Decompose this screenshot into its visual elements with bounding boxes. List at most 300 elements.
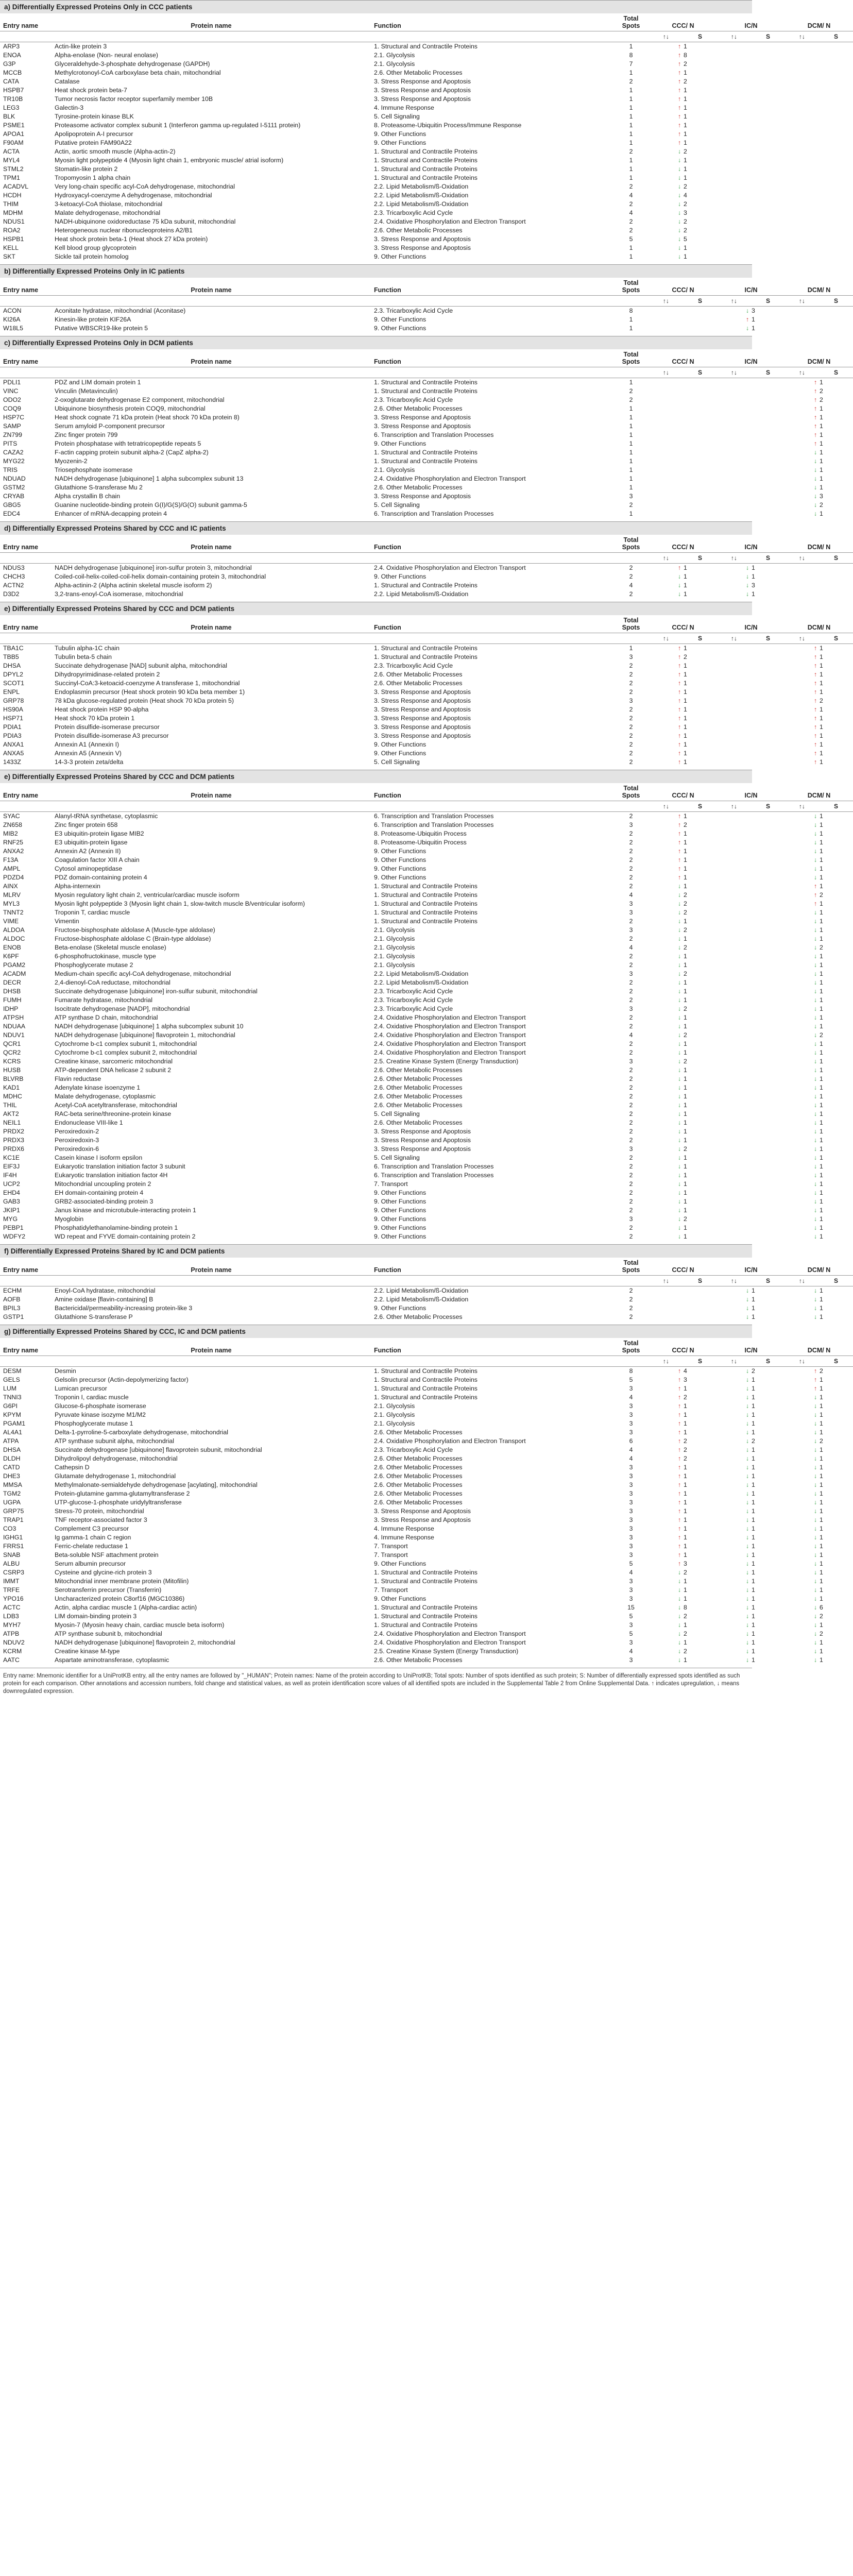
table-row — [0, 705, 853, 714]
regulation-cell — [785, 1304, 853, 1313]
down-arrow-icon: ↓ — [677, 1066, 681, 1074]
table-row — [0, 466, 853, 474]
down-arrow-icon: ↓ — [745, 1304, 749, 1312]
subheader-row — [0, 633, 853, 644]
protein-name: Malate dehydrogenase, cytoplasmic — [55, 1093, 156, 1100]
regulation-cell — [717, 1419, 785, 1428]
total-spots: 2 — [629, 839, 633, 846]
protein-name: Phosphoglycerate mutase 1 — [55, 1420, 133, 1427]
protein-table — [0, 278, 853, 333]
entry-name: ZN799 — [3, 431, 22, 438]
regulation-cell — [717, 200, 785, 209]
regulation-cell — [717, 1551, 785, 1560]
total-spots: 2 — [629, 1207, 633, 1214]
regulation-cell — [649, 926, 717, 935]
regulation-cell — [717, 474, 785, 483]
regulation-cell — [649, 838, 717, 847]
table-row — [0, 732, 853, 740]
up-arrow-icon: ↑ — [677, 645, 681, 652]
total-spots: 5 — [629, 1630, 633, 1637]
spot-count: 1 — [684, 865, 687, 872]
spot-count: 1 — [684, 1207, 687, 1214]
protein-function: 9. Other Functions — [374, 750, 426, 757]
down-arrow-icon: ↓ — [745, 1639, 749, 1646]
protein-name: Cathepsin D — [55, 1464, 90, 1471]
protein-function: 2.6. Other Metabolic Processes — [374, 1066, 463, 1074]
regulation-cell — [785, 147, 853, 156]
total-spots: 2 — [629, 961, 633, 969]
spot-count: 1 — [684, 165, 687, 173]
regulation-cell — [649, 1507, 717, 1516]
spot-count: 6 — [820, 1604, 823, 1611]
entry-name: MDHM — [3, 209, 23, 216]
regulation-cell — [717, 653, 785, 662]
down-arrow-icon: ↓ — [813, 1551, 817, 1558]
entry-name: PITS — [3, 440, 18, 447]
down-arrow-icon: ↓ — [745, 1420, 749, 1427]
regulation-cell — [649, 900, 717, 908]
protein-name: PDZ and LIM domain protein 1 — [55, 379, 141, 386]
protein-function: 9. Other Functions — [374, 253, 426, 260]
protein-function: 3. Stress Response and Apoptosis — [374, 414, 471, 421]
up-arrow-icon: ↑ — [677, 130, 681, 138]
protein-name: Guanine nucleotide-binding protein G(I)/G(S)/G(O) subunit gamma-5 — [55, 501, 247, 509]
entry-name: GSTP1 — [3, 1313, 24, 1320]
entry-name: ECHM — [3, 1287, 22, 1294]
protein-name: Kinesin-like protein KIF26A — [55, 316, 131, 323]
spot-count: 2 — [684, 891, 687, 899]
entry-name: 1433Z — [3, 758, 21, 766]
protein-table — [0, 783, 853, 1241]
total-spots: 2 — [629, 227, 633, 234]
protein-name: Succinyl-CoA:3-ketoacid-coenzyme A transferase 1, mitochondrial — [55, 680, 240, 687]
entry-name: ACON — [3, 307, 22, 314]
spot-count: 1 — [684, 1049, 687, 1056]
entry-name: UGPA — [3, 1499, 21, 1506]
down-arrow-icon: ↓ — [745, 1613, 749, 1620]
down-arrow-icon: ↓ — [813, 979, 817, 986]
total-spots: 3 — [629, 1420, 633, 1427]
total-spots: 4 — [629, 1031, 633, 1039]
protein-function: 3. Stress Response and Apoptosis — [374, 87, 471, 94]
regulation-cell — [717, 581, 785, 590]
entry-name: ENOB — [3, 944, 21, 951]
section-title: e) Differentially Expressed Proteins Shared by CCC and DCM patients — [0, 770, 752, 783]
spot-count: 2 — [684, 900, 687, 907]
spot-count: 1 — [820, 1014, 823, 1021]
up-arrow-icon: ↑ — [677, 78, 681, 85]
up-arrow-icon: ↑ — [677, 1507, 681, 1515]
down-arrow-icon: ↓ — [813, 821, 817, 828]
entry-name: F13A — [3, 856, 19, 863]
table-row — [0, 1057, 853, 1066]
regulation-cell — [649, 42, 717, 52]
total-spots: 3 — [629, 1656, 633, 1664]
entry-name: TR10B — [3, 95, 23, 103]
table-row — [0, 1110, 853, 1118]
spot-count: 2 — [684, 909, 687, 916]
regulation-cell — [649, 1560, 717, 1568]
col-ccc-n: CCC/ N — [649, 535, 717, 553]
protein-name: Myoglobin — [55, 1215, 84, 1223]
spot-count: 2 — [684, 1005, 687, 1012]
spot-count: 1 — [684, 1429, 687, 1436]
table-row — [0, 1367, 853, 1376]
protein-function: 1. Structural and Contractile Proteins — [374, 1613, 477, 1620]
protein-name: Zinc finger protein 658 — [55, 821, 118, 828]
regulation-cell — [785, 457, 853, 466]
down-arrow-icon: ↓ — [745, 325, 749, 332]
table-row — [0, 1224, 853, 1232]
regulation-cell — [717, 812, 785, 821]
total-spots: 1 — [629, 440, 633, 447]
protein-function: 2.2. Lipid Metabolism/ß-Oxidation — [374, 183, 469, 190]
regulation-cell — [649, 1145, 717, 1154]
protein-function: 9. Other Functions — [374, 1595, 426, 1602]
protein-name: Malate dehydrogenase, mitochondrial — [55, 209, 161, 216]
table-row — [0, 315, 853, 324]
table-row — [0, 821, 853, 829]
down-arrow-icon: ↓ — [677, 1049, 681, 1056]
entry-name: MIB2 — [3, 830, 18, 837]
spots-subheader: S — [683, 553, 717, 564]
table-row — [0, 1630, 853, 1638]
down-arrow-icon: ↓ — [677, 209, 681, 216]
total-spots: 2 — [629, 200, 633, 208]
protein-name: Serum albumin precursor — [55, 1560, 126, 1567]
regulation-cell — [785, 448, 853, 457]
down-arrow-icon: ↓ — [813, 1110, 817, 1117]
regulation-cell — [785, 1384, 853, 1393]
total-spots: 2 — [629, 988, 633, 995]
spot-count: 1 — [752, 1569, 755, 1576]
regulation-cell — [785, 732, 853, 740]
table-row — [0, 856, 853, 865]
regulation-cell — [649, 217, 717, 226]
down-arrow-icon: ↓ — [745, 307, 749, 314]
entry-name: AINX — [3, 883, 18, 890]
entry-name: MDHC — [3, 1093, 22, 1100]
spot-count: 1 — [684, 1023, 687, 1030]
protein-name: Janus kinase and microtubule-interacting protein 1 — [55, 1207, 196, 1214]
regulation-cell — [649, 1437, 717, 1446]
down-arrow-icon: ↓ — [813, 1215, 817, 1223]
spot-count: 1 — [820, 1066, 823, 1074]
up-arrow-icon: ↑ — [677, 1464, 681, 1471]
protein-function: 1. Structural and Contractile Proteins — [374, 1385, 477, 1392]
entry-name: HS90A — [3, 706, 23, 713]
col-dcm-n: DCM/ N — [785, 278, 853, 296]
down-arrow-icon: ↓ — [677, 988, 681, 995]
table-row — [0, 235, 853, 244]
table-row — [0, 1481, 853, 1489]
col-ccc-n: CCC/ N — [649, 349, 717, 367]
regulation-cell — [649, 1402, 717, 1411]
table-row — [0, 653, 853, 662]
down-arrow-icon: ↓ — [813, 1543, 817, 1550]
entry-name: RNF25 — [3, 839, 23, 846]
entry-name: MCCB — [3, 69, 22, 76]
spot-count: 1 — [820, 715, 823, 722]
protein-function: 1. Structural and Contractile Proteins — [374, 1621, 477, 1629]
spot-count: 1 — [820, 475, 823, 482]
table-footnote: Entry name: Mnemonic identifier for a UniProtKB entry, all the entry names are followed by "_HUMAN"; Protein names: Name of the protein according to UniProtKB; Total spots: Number of spots identified as such protein; S: Number of differentially expressed spots identified as such protein for each comparison. Other annotations and accession numbers, fold change and statistical values, as well as protein identification score values of all identified spots are included in the Supplemental Table 2 from Online Supplemental Data. ↑ indicates upregulation, ↓ means downregulated expression. — [0, 1668, 752, 1700]
spot-count: 1 — [752, 1446, 755, 1453]
down-arrow-icon: ↓ — [677, 1110, 681, 1117]
total-spots: 3 — [629, 1499, 633, 1506]
spot-count: 1 — [684, 1578, 687, 1585]
total-spots: 3 — [629, 1551, 633, 1558]
down-arrow-icon: ↓ — [813, 1525, 817, 1532]
down-arrow-icon: ↓ — [813, 1560, 817, 1567]
total-spots: 4 — [629, 891, 633, 899]
regulation-cell — [785, 492, 853, 501]
protein-function: 2.4. Oxidative Phosphorylation and Electron Transport — [374, 218, 526, 225]
table-row — [0, 987, 853, 996]
direction-subheader: ↑↓ — [717, 1356, 751, 1367]
protein-function: 2.2. Lipid Metabolism/ß-Oxidation — [374, 979, 469, 986]
spot-count: 1 — [820, 874, 823, 881]
col-protein: Protein name — [52, 278, 371, 296]
entry-name: W18L5 — [3, 325, 23, 332]
down-arrow-icon: ↓ — [677, 1163, 681, 1170]
table-row — [0, 1092, 853, 1101]
regulation-cell — [649, 670, 717, 679]
regulation-cell — [649, 1367, 717, 1376]
total-spots: 2 — [629, 723, 633, 731]
spot-count: 1 — [820, 848, 823, 855]
protein-function: 2.4. Oxidative Phosphorylation and Electron Transport — [374, 1014, 526, 1021]
down-arrow-icon: ↓ — [813, 1656, 817, 1664]
spot-count: 1 — [684, 1516, 687, 1523]
entry-name: NEIL1 — [3, 1119, 21, 1126]
regulation-cell — [717, 1031, 785, 1040]
spot-count: 1 — [820, 1455, 823, 1462]
regulation-cell — [785, 315, 853, 324]
entry-name: GSTM2 — [3, 484, 25, 491]
regulation-cell — [785, 926, 853, 935]
spot-count: 1 — [684, 1420, 687, 1427]
up-arrow-icon: ↑ — [677, 856, 681, 863]
down-arrow-icon: ↓ — [813, 1058, 817, 1065]
entry-name: PEBP1 — [3, 1224, 24, 1231]
down-arrow-icon: ↓ — [813, 1145, 817, 1153]
regulation-cell — [649, 1647, 717, 1656]
protein-name: 78 kDa glucose-regulated protein (Heat shock 70 kDa protein 5) — [55, 697, 234, 704]
regulation-cell — [717, 492, 785, 501]
down-arrow-icon: ↓ — [813, 1023, 817, 1030]
protein-function: 2.4. Oxidative Phosphorylation and Electron Transport — [374, 1040, 526, 1047]
col-entry: Entry name — [0, 615, 52, 633]
down-arrow-icon: ↓ — [745, 1446, 749, 1453]
table-row — [0, 662, 853, 670]
up-arrow-icon: ↑ — [813, 697, 817, 704]
up-arrow-icon: ↑ — [677, 1429, 681, 1436]
entry-name: ZN658 — [3, 821, 22, 828]
protein-name: Desmin — [55, 1367, 76, 1375]
regulation-cell — [785, 1630, 853, 1638]
spots-subheader: S — [751, 367, 785, 378]
spots-subheader: S — [683, 1276, 717, 1286]
regulation-cell — [717, 1612, 785, 1621]
spot-count: 1 — [820, 812, 823, 820]
entry-name: G3P — [3, 60, 16, 67]
subheader-row — [0, 1276, 853, 1286]
regulation-cell — [649, 165, 717, 174]
col-ccc-n: CCC/ N — [649, 1338, 717, 1356]
spots-subheader: S — [751, 1356, 785, 1367]
spot-count: 1 — [820, 510, 823, 517]
regulation-cell — [717, 1304, 785, 1313]
down-arrow-icon: ↓ — [677, 1630, 681, 1637]
protein-function: 3. Stress Response and Apoptosis — [374, 723, 471, 731]
protein-function: 1. Structural and Contractile Proteins — [374, 379, 477, 386]
regulation-cell — [785, 1295, 853, 1304]
protein-function: 1. Structural and Contractile Proteins — [374, 909, 477, 916]
spot-count: 1 — [684, 573, 687, 580]
down-arrow-icon: ↓ — [745, 1472, 749, 1480]
spot-count: 1 — [684, 1075, 687, 1082]
regulation-cell — [785, 1647, 853, 1656]
total-spots: 3 — [629, 1464, 633, 1471]
table-row — [0, 882, 853, 891]
down-arrow-icon: ↓ — [745, 1578, 749, 1585]
down-arrow-icon: ↓ — [745, 1464, 749, 1471]
table-row — [0, 1136, 853, 1145]
protein-name: Putative protein FAM90A22 — [55, 139, 132, 146]
spot-count: 1 — [820, 758, 823, 766]
direction-subheader: ↑↓ — [785, 31, 819, 42]
regulation-cell — [649, 1376, 717, 1384]
regulation-cell — [717, 1489, 785, 1498]
protein-function: 2.6. Other Metabolic Processes — [374, 1472, 463, 1480]
spot-count: 1 — [752, 325, 755, 332]
spot-count: 1 — [820, 1394, 823, 1401]
col-dcm-n: DCM/ N — [785, 615, 853, 633]
regulation-cell — [717, 510, 785, 518]
direction-subheader: ↑↓ — [785, 801, 819, 812]
protein-name: Glutathione S-transferase P — [55, 1313, 133, 1320]
entry-name: F90AM — [3, 139, 24, 146]
table-row — [0, 121, 853, 130]
total-spots: 8 — [629, 1367, 633, 1375]
spot-count: 2 — [820, 891, 823, 899]
regulation-cell — [717, 908, 785, 917]
regulation-cell — [717, 952, 785, 961]
up-arrow-icon: ↑ — [677, 1446, 681, 1453]
protein-function: 9. Other Functions — [374, 1560, 426, 1567]
spot-count: 1 — [684, 139, 687, 146]
direction-subheader: ↑↓ — [785, 1276, 819, 1286]
down-arrow-icon: ↓ — [813, 953, 817, 960]
regulation-cell — [785, 572, 853, 581]
down-arrow-icon: ↓ — [745, 1604, 749, 1611]
regulation-cell — [785, 1437, 853, 1446]
regulation-cell — [717, 935, 785, 943]
protein-function: 2.2. Lipid Metabolism/ß-Oxidation — [374, 1296, 469, 1303]
up-arrow-icon: ↑ — [677, 1402, 681, 1410]
entry-name: GAB3 — [3, 1198, 20, 1205]
regulation-cell — [649, 1127, 717, 1136]
protein-function: 2.6. Other Metabolic Processes — [374, 1075, 463, 1082]
down-arrow-icon: ↓ — [745, 1525, 749, 1532]
total-spots: 2 — [629, 918, 633, 925]
protein-function: 2.6. Other Metabolic Processes — [374, 484, 463, 491]
down-arrow-icon: ↓ — [813, 1207, 817, 1214]
regulation-cell — [785, 1481, 853, 1489]
spot-count: 1 — [820, 414, 823, 421]
up-arrow-icon: ↑ — [813, 688, 817, 696]
col-total-spots: Total Spots — [613, 1258, 649, 1276]
down-arrow-icon: ↓ — [813, 1224, 817, 1231]
down-arrow-icon: ↓ — [745, 1648, 749, 1655]
regulation-cell — [649, 679, 717, 688]
entry-name: TPM1 — [3, 174, 20, 181]
regulation-cell — [649, 740, 717, 749]
regulation-cell — [649, 1542, 717, 1551]
spot-count: 1 — [820, 449, 823, 456]
spot-count: 2 — [684, 1215, 687, 1223]
regulation-cell — [785, 1577, 853, 1586]
regulation-cell — [649, 1656, 717, 1665]
protein-function: 2.1. Glycolysis — [374, 935, 415, 942]
spot-count: 1 — [684, 883, 687, 890]
down-arrow-icon: ↓ — [677, 227, 681, 234]
protein-function: 2.4. Oxidative Phosphorylation and Electron Transport — [374, 1630, 526, 1637]
regulation-cell — [785, 697, 853, 705]
protein-name: LIM domain-binding protein 3 — [55, 1613, 137, 1620]
down-arrow-icon: ↓ — [813, 1464, 817, 1471]
entry-name: CRYAB — [3, 493, 25, 500]
down-arrow-icon: ↓ — [813, 1296, 817, 1303]
regulation-cell — [717, 917, 785, 926]
regulation-cell — [649, 865, 717, 873]
regulation-cell — [785, 217, 853, 226]
up-arrow-icon: ↑ — [677, 706, 681, 713]
regulation-cell — [785, 961, 853, 970]
regulation-cell — [717, 448, 785, 457]
table-row — [0, 147, 853, 156]
spot-count: 1 — [820, 821, 823, 828]
regulation-cell — [785, 1022, 853, 1031]
regulation-cell — [717, 86, 785, 95]
table-row — [0, 590, 853, 599]
spot-count: 1 — [684, 662, 687, 669]
protein-name: 3,2-trans-enoyl-CoA isomerase, mitochondrial — [55, 590, 183, 598]
spot-count: 1 — [684, 706, 687, 713]
regulation-cell — [785, 847, 853, 856]
regulation-cell — [785, 1127, 853, 1136]
total-spots: 2 — [629, 662, 633, 669]
table-row — [0, 1516, 853, 1524]
regulation-cell — [717, 1472, 785, 1481]
entry-name: PGAM1 — [3, 1420, 26, 1427]
regulation-cell — [649, 510, 717, 518]
up-arrow-icon: ↑ — [677, 1499, 681, 1506]
up-arrow-icon: ↑ — [677, 1543, 681, 1550]
table-row — [0, 86, 853, 95]
regulation-cell — [649, 1189, 717, 1197]
regulation-cell — [785, 439, 853, 448]
table-row — [0, 581, 853, 590]
regulation-cell — [785, 653, 853, 662]
spot-count: 1 — [752, 1472, 755, 1480]
spot-count: 1 — [820, 1525, 823, 1532]
total-spots: 3 — [629, 1411, 633, 1418]
regulation-cell — [785, 688, 853, 697]
regulation-cell — [717, 1481, 785, 1489]
regulation-cell — [649, 1083, 717, 1092]
